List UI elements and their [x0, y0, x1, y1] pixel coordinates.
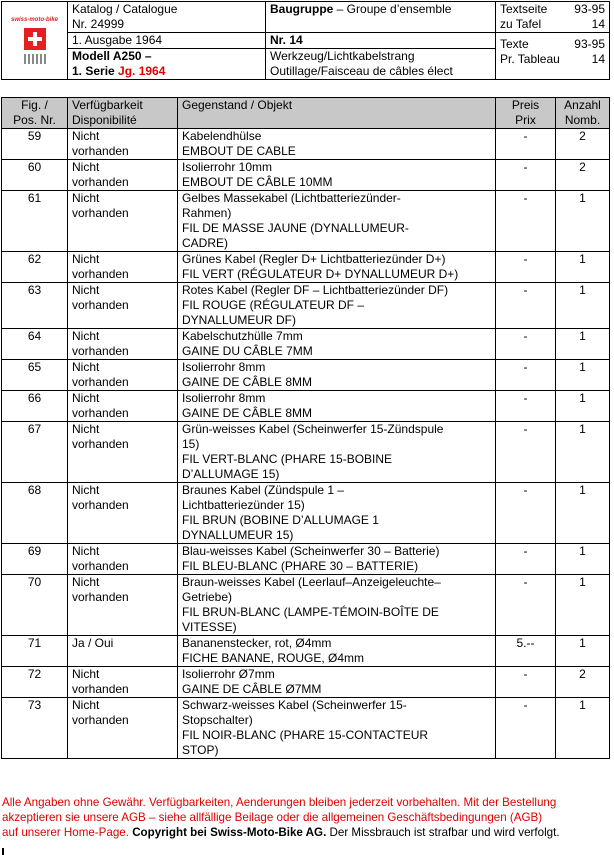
cell-quantity: 1 [556, 698, 610, 759]
cell-object: Isolierrohr Ø7mm GAINE DE CÂBLE Ø7MM [178, 667, 496, 698]
cell-price: - [496, 667, 556, 698]
cell-fig: 64 [2, 329, 68, 360]
cell-object: Isolierrohr 8mm GAINE DE CÂBLE 8MM [178, 360, 496, 391]
cell-fig: 61 [2, 191, 68, 252]
header-price: Preis Prix [496, 98, 556, 129]
group-label-rest: – Groupe d’ensemble [333, 2, 452, 16]
cell-quantity: 1 [556, 283, 610, 329]
cell-quantity: 1 [556, 636, 610, 667]
cell-fig: 68 [2, 483, 68, 544]
header-availability: Verfügbarkeit Disponibilité [68, 98, 178, 129]
logo-cell [2, 2, 68, 80]
texte-cell [496, 33, 610, 80]
footer-line3-red: auf unserer Home-Page. [2, 826, 133, 839]
group-cell [266, 2, 496, 33]
cell-fig: 60 [2, 160, 68, 191]
footer-line1: Alle Angaben ohne Gewähr. Verfügbarkeiten, Aenderungen bleiben jederzeit vorbehalten. Mit der Bestellung [2, 796, 557, 809]
cell-availability: Nicht vorhanden [68, 544, 178, 575]
cell-quantity: 1 [556, 575, 610, 636]
cell-price: 5.-- [496, 636, 556, 667]
cell-price: - [496, 391, 556, 422]
table-row [2, 422, 610, 483]
cell-quantity: 1 [556, 391, 610, 422]
catalogue-number: Nr. 24999 [72, 17, 125, 31]
tafel-value: 14 [591, 17, 605, 31]
group-fr: Outillage/Faisceau de câbles élect [270, 64, 453, 78]
cell-price: - [496, 544, 556, 575]
catalogue-header [1, 1, 610, 80]
tableau-label: Pr. Tableau [500, 52, 560, 66]
tafel-label: zu Tafel [500, 17, 542, 31]
logo-bars-icon [24, 54, 46, 64]
catalogue-label: Katalog / Catalogue [72, 2, 178, 16]
cell-price: - [496, 575, 556, 636]
cell-object: Isolierrohr 10mm EMBOUT DE CÂBLE 10MM [178, 160, 496, 191]
model-year: Jg. 1964 [118, 64, 166, 78]
cell-quantity: 2 [556, 160, 610, 191]
table-row [2, 283, 610, 329]
footer-line3-rest: Der Missbrauch ist strafbar und wird verfolgt. [326, 826, 560, 839]
cell-object: Rotes Kabel (Regler DF – Lichtbatteriezünder DF) FIL ROUGE (RÉGULATEUR DF – DYNALLUMEUR DF) [178, 283, 496, 329]
texte-label: Texte [500, 37, 529, 51]
cell-quantity: 1 [556, 483, 610, 544]
cell-price: - [496, 483, 556, 544]
cell-object: Bananenstecker, rot, Ø4mm FICHE BANANE, ROUGE, Ø4mm [178, 636, 496, 667]
table-row [2, 191, 610, 252]
parts-table [1, 97, 610, 759]
footer-line2: akzeptieren sie unsere AGB – siehe allfällige Beilage oder die allgemeinen Geschäftsbedingungen (AGB) [2, 811, 543, 824]
cell-quantity: 2 [556, 129, 610, 160]
table-row [2, 360, 610, 391]
table-row [2, 667, 610, 698]
cell-availability: Nicht vorhanden [68, 329, 178, 360]
cell-availability: Nicht vorhanden [68, 283, 178, 329]
cell-price: - [496, 252, 556, 283]
cell-availability: Nicht vorhanden [68, 483, 178, 544]
cell-quantity: 1 [556, 544, 610, 575]
group-desc-cell [266, 49, 496, 80]
cell-quantity: 1 [556, 422, 610, 483]
cell-price: - [496, 360, 556, 391]
logo-text: swiss-moto-bike [10, 16, 58, 23]
cell-quantity: 1 [556, 191, 610, 252]
cell-price: - [496, 698, 556, 759]
edition-cell [68, 33, 266, 49]
table-row [2, 636, 610, 667]
cell-price: - [496, 191, 556, 252]
cell-availability: Nicht vorhanden [68, 129, 178, 160]
catalogue-cell [68, 2, 266, 33]
cell-availability: Nicht vorhanden [68, 667, 178, 698]
cell-fig: 73 [2, 698, 68, 759]
cell-quantity: 1 [556, 360, 610, 391]
cell-availability: Nicht vorhanden [68, 160, 178, 191]
cell-fig: 63 [2, 283, 68, 329]
textseite-value: 93-95 [574, 2, 605, 16]
cell-object: Blau-weisses Kabel (Scheinwerfer 30 – Batterie) FIL BLEU-BLANC (PHARE 30 – BATTERIE) [178, 544, 496, 575]
group-number-cell [266, 33, 496, 49]
header-fig: Fig. / Pos. Nr. [2, 98, 68, 129]
model-cell [68, 49, 266, 80]
table-row [2, 575, 610, 636]
cell-price: - [496, 129, 556, 160]
texte-value: 93-95 [574, 37, 605, 51]
table-row [2, 544, 610, 575]
table-row [2, 391, 610, 422]
cell-availability: Nicht vorhanden [68, 698, 178, 759]
cell-object: Braun-weisses Kabel (Leerlauf–Anzeigeleuchte– Getriebe) FIL BRUN-BLANC (LAMPE-TÉMOIN-BOÎTE DE VITESSE) [178, 575, 496, 636]
table-row [2, 483, 610, 544]
cell-price: - [496, 160, 556, 191]
table-row [2, 252, 610, 283]
cell-availability: Ja / Oui [68, 636, 178, 667]
table-row [2, 329, 610, 360]
cell-quantity: 1 [556, 252, 610, 283]
cell-fig: 70 [2, 575, 68, 636]
edition: 1. Ausgabe 1964 [72, 33, 163, 47]
cell-price: - [496, 329, 556, 360]
cell-fig: 66 [2, 391, 68, 422]
header-object: Gegenstand / Objekt [178, 98, 496, 129]
table-body [2, 129, 610, 759]
group-number: Nr. 14 [270, 33, 303, 47]
cell-fig: 65 [2, 360, 68, 391]
cell-object: Gelbes Massekabel (Lichtbatteriezünder- Rahmen) FIL DE MASSE JAUNE (DYNALLUMEUR- CADRE) [178, 191, 496, 252]
cell-object: Grünes Kabel (Regler D+ Lichtbatteriezünder D+) FIL VERT (RÉGULATEUR D+ DYNALLUMEUR D+) [178, 252, 496, 283]
cell-object: Kabelendhülse EMBOUT DE CABLE [178, 129, 496, 160]
cell-fig: 59 [2, 129, 68, 160]
cell-object: Braunes Kabel (Zündspule 1 – Lichtbatteriezünder 15) FIL BRUN (BOBINE D’ALLUMAGE 1 DYNALLUMEUR 15) [178, 483, 496, 544]
table-header-row [2, 98, 610, 129]
cell-availability: Nicht vorhanden [68, 422, 178, 483]
cell-fig: 67 [2, 422, 68, 483]
tableau-value: 14 [591, 52, 605, 66]
legal-footer [2, 795, 610, 840]
cell-availability: Nicht vorhanden [68, 191, 178, 252]
cell-fig: 72 [2, 667, 68, 698]
cell-availability: Nicht vorhanden [68, 252, 178, 283]
model-line1: Modell A250 – [72, 49, 152, 63]
cell-object: Isolierrohr 8mm GAINE DE CÂBLE 8MM [178, 391, 496, 422]
cell-availability: Nicht vorhanden [68, 391, 178, 422]
model-line2-prefix: 1. Serie [72, 64, 119, 78]
cell-fig: 71 [2, 636, 68, 667]
group-de: Werkzeug/Lichtkabelstrang [270, 49, 415, 63]
cell-price: - [496, 422, 556, 483]
cell-price: - [496, 283, 556, 329]
cell-quantity: 2 [556, 667, 610, 698]
cell-fig: 62 [2, 252, 68, 283]
cell-object: Grün-weisses Kabel (Scheinwerfer 15-Zündspule 15) FIL VERT-BLANC (PHARE 15-BOBINE D’ALLUMAGE 15) [178, 422, 496, 483]
table-row [2, 698, 610, 759]
table-row [2, 160, 610, 191]
cell-fig: 69 [2, 544, 68, 575]
cell-object: Kabelschutzhülle 7mm GAINE DU CÂBLE 7MM [178, 329, 496, 360]
page-mark [2, 848, 4, 855]
cell-quantity: 1 [556, 329, 610, 360]
cell-availability: Nicht vorhanden [68, 575, 178, 636]
textseite-cell [496, 2, 610, 33]
cell-availability: Nicht vorhanden [68, 360, 178, 391]
footer-copyright: Copyright bei Swiss-Moto-Bike AG. [132, 826, 327, 839]
swiss-moto-bike-logo [10, 14, 60, 68]
header-quantity: Anzahl Nomb. [556, 98, 610, 129]
cell-object: Schwarz-weisses Kabel (Scheinwerfer 15- Stopschalter) FIL NOIR-BLANC (PHARE 15-CONTACTEUR STOP) [178, 698, 496, 759]
table-row [2, 129, 610, 160]
group-label-bold: Baugruppe [270, 2, 334, 16]
textseite-label: Textseite [500, 2, 548, 16]
